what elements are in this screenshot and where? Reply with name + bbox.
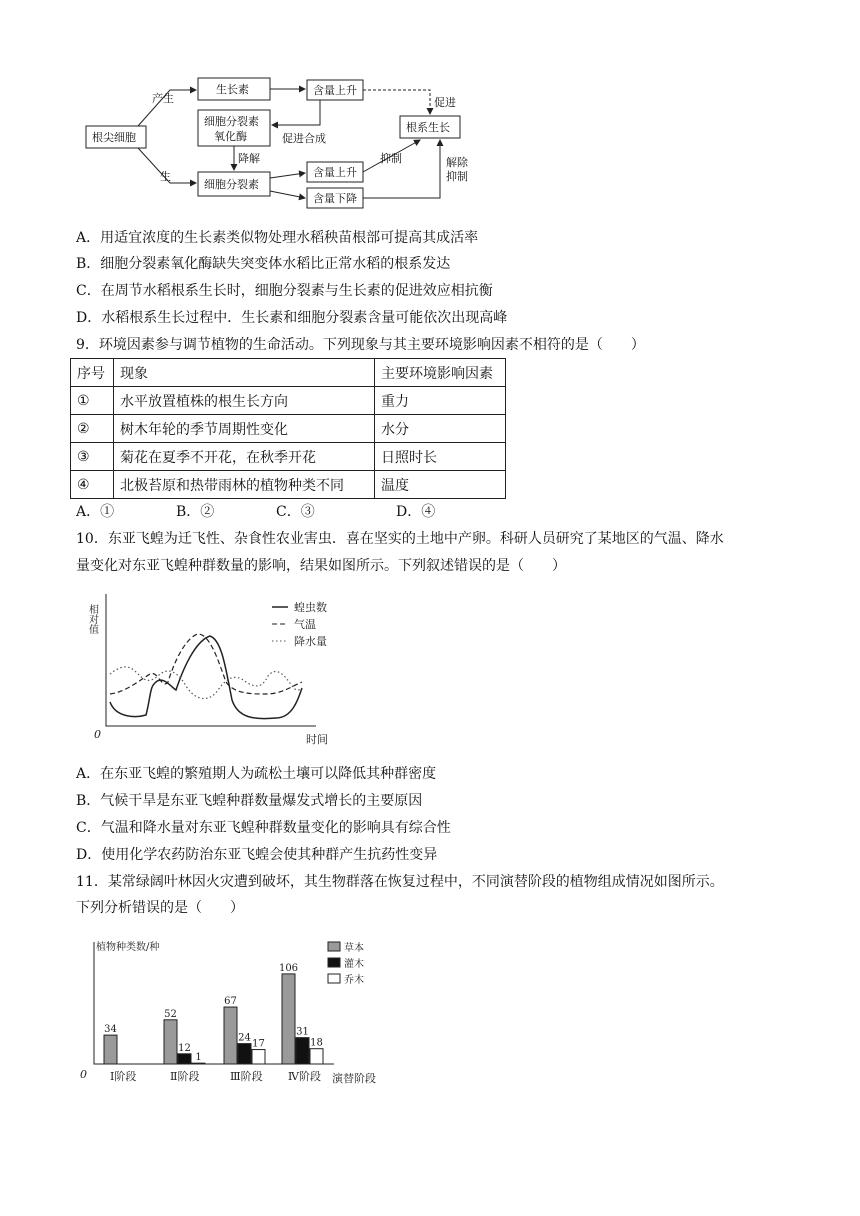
x-axis-label: 演替阶段 bbox=[332, 1072, 376, 1085]
bar-herb bbox=[104, 1035, 117, 1064]
legend-swatch bbox=[328, 942, 340, 951]
q9-option-a: A．① bbox=[76, 504, 115, 520]
origin-label: 0 bbox=[80, 1068, 87, 1081]
table-header-cell: 序号 bbox=[71, 359, 114, 387]
series-line-temperature bbox=[110, 634, 302, 694]
edge-promote-synth: 促进合成 bbox=[282, 132, 326, 145]
locust-line-chart bbox=[86, 590, 366, 750]
q9-option-d: D．④ bbox=[396, 504, 436, 520]
legend-label-locust: 蝗虫数 bbox=[294, 601, 327, 614]
q10-option-b: B．气候干旱是东亚飞蝗种群数量爆发式增长的主要原因 bbox=[76, 793, 423, 809]
table-cell: 树木年轮的季节周期性变化 bbox=[114, 415, 375, 443]
q9-option-b: B．② bbox=[176, 504, 215, 520]
edge-release-2: 抑制 bbox=[446, 170, 468, 183]
bar-tree bbox=[252, 1050, 265, 1064]
bar-herb bbox=[282, 974, 295, 1064]
succession-bar-chart bbox=[76, 936, 396, 1096]
table-cell: ① bbox=[71, 387, 114, 415]
node-cytokinin-label: 细胞分裂素 bbox=[204, 178, 259, 191]
table-row bbox=[71, 387, 506, 415]
q8-option-c: C．在周节水稻根系生长时，细胞分裂素与生长素的促进效应相抗衡 bbox=[76, 283, 493, 299]
table-cell: 重力 bbox=[375, 387, 506, 415]
legend-swatch bbox=[328, 974, 340, 983]
bar-value-label: 31 bbox=[296, 1026, 309, 1038]
bar-shrub bbox=[296, 1038, 309, 1064]
bar-herb bbox=[164, 1020, 177, 1064]
table-cell: ③ bbox=[71, 443, 114, 471]
table-header-row bbox=[71, 359, 506, 387]
q10-stem-2: 量变化对东亚飞蝗种群数量的影响，结果如图所示。下列叙述错误的是（ ） bbox=[76, 558, 566, 574]
series-line-locust bbox=[110, 636, 302, 719]
origin-label: 0 bbox=[94, 728, 101, 741]
x-tick-label: Ⅲ阶段 bbox=[230, 1070, 263, 1083]
bar-tree bbox=[192, 1063, 205, 1064]
flow-diagram bbox=[80, 70, 480, 215]
table-cell: ④ bbox=[71, 471, 114, 499]
q8-option-d: D．水稻根系生长过程中．生长素和细胞分裂素含量可能依次出现高峰 bbox=[76, 310, 508, 326]
bar-value-label: 106 bbox=[278, 962, 299, 974]
bar-value-label: 67 bbox=[224, 996, 237, 1008]
table-cell: 温度 bbox=[375, 471, 506, 499]
bar-value-label: 52 bbox=[164, 1008, 177, 1020]
edge-produce-2: 生 bbox=[160, 170, 171, 183]
node-ckx-label-2: 氧化酶 bbox=[214, 130, 247, 143]
edge-promote: 促进 bbox=[434, 96, 456, 109]
y-axis-label: 相对值 bbox=[86, 604, 98, 634]
q11-stem-2: 下列分析错误的是（ ） bbox=[76, 900, 244, 916]
q11-stem-1: 11．某常绿阔叶林因火灾遭到破坏，其生物群落在恢复过程中，不同演替阶段的植物组成情况如图所示。 bbox=[76, 874, 724, 890]
q10-option-c: C．气温和降水量对东亚飞蝗种群数量变化的影响具有综合性 bbox=[76, 820, 451, 836]
q10-option-d: D．使用化学农药防治东亚飞蝗会使其种群产生抗药性变异 bbox=[76, 847, 438, 863]
legend-swatch bbox=[328, 958, 340, 967]
table-cell: ② bbox=[71, 415, 114, 443]
bar-shrub bbox=[238, 1044, 251, 1064]
edge-degrade: 降解 bbox=[238, 152, 260, 165]
x-axis-label: 时间 bbox=[306, 733, 328, 746]
legend-label: 草本 bbox=[344, 943, 364, 954]
node-root-growth-label: 根系生长 bbox=[406, 121, 450, 134]
q10-stem-1: 10．东亚飞蝗为迁飞性、杂食性农业害虫．喜在坚实的土地中产卵。科研人员研究了某地区的气温、降水 bbox=[76, 531, 724, 547]
edge-inhibit: 抑制 bbox=[380, 152, 402, 165]
bar-value-label: 17 bbox=[252, 1038, 265, 1050]
table-header-cell: 现象 bbox=[114, 359, 375, 387]
x-tick-label: Ⅱ阶段 bbox=[170, 1070, 200, 1083]
q9-table bbox=[70, 358, 506, 499]
legend-label-temperature: 气温 bbox=[294, 618, 316, 631]
legend-label-rainfall: 降水量 bbox=[294, 635, 327, 648]
table-header-cell: 主要环境影响因素 bbox=[375, 359, 506, 387]
chart-axes bbox=[106, 594, 316, 726]
node-auxin-label: 生长素 bbox=[216, 83, 249, 96]
q8-option-b: B．细胞分裂素氧化酶缺失突变体水稻比正常水稻的根系发达 bbox=[76, 256, 451, 272]
node-ckx-label-1: 细胞分裂素 bbox=[204, 115, 259, 128]
bar-value-label: 12 bbox=[178, 1042, 191, 1054]
q9-options bbox=[76, 502, 435, 522]
x-tick-label: Ⅰ阶段 bbox=[110, 1070, 137, 1083]
bar-tree bbox=[310, 1049, 323, 1064]
table-row bbox=[71, 443, 506, 471]
table-cell: 水平放置植株的根生长方向 bbox=[114, 387, 375, 415]
table-cell: 水分 bbox=[375, 415, 506, 443]
bar-value-label: 1 bbox=[195, 1052, 202, 1064]
legend-label: 灌木 bbox=[344, 959, 364, 970]
node-root-cell-label: 根尖细胞 bbox=[92, 131, 136, 144]
node-fall-label: 含量下降 bbox=[313, 192, 357, 205]
edge-produce-1: 产生 bbox=[152, 92, 174, 105]
q10-option-a: A．在东亚飞蝗的繁殖期人为疏松土壤可以降低其种群密度 bbox=[76, 766, 437, 782]
table-row bbox=[71, 415, 506, 443]
q9-option-c: C．③ bbox=[276, 504, 315, 520]
legend-label: 乔木 bbox=[344, 975, 364, 986]
bar-value-label: 34 bbox=[104, 1024, 117, 1036]
node-rise2-label: 含量上升 bbox=[313, 166, 357, 179]
bar-shrub bbox=[178, 1054, 191, 1064]
node-rise1-label: 含量上升 bbox=[313, 84, 357, 97]
bar-value-label: 18 bbox=[310, 1037, 323, 1049]
table-cell: 日照时长 bbox=[375, 443, 506, 471]
table-cell: 北极苔原和热带雨林的植物种类不同 bbox=[114, 471, 375, 499]
table-cell: 菊花在夏季不开花，在秋季开花 bbox=[114, 443, 375, 471]
q8-option-a: A．用适宜浓度的生长素类似物处理水稻秧苗根部可提高其成活率 bbox=[76, 230, 479, 246]
bar-herb bbox=[224, 1007, 237, 1064]
bar-value-label: 24 bbox=[238, 1032, 251, 1044]
table-row bbox=[71, 471, 506, 499]
x-tick-label: Ⅳ阶段 bbox=[288, 1070, 321, 1083]
y-axis-label: 植物种类数/种 bbox=[96, 942, 160, 953]
q9-stem: 9．环境因素参与调节植物的生命活动。下列现象与其主要环境影响因素不相符的是（ ） bbox=[76, 337, 645, 353]
edge-release-1: 解除 bbox=[446, 156, 468, 169]
